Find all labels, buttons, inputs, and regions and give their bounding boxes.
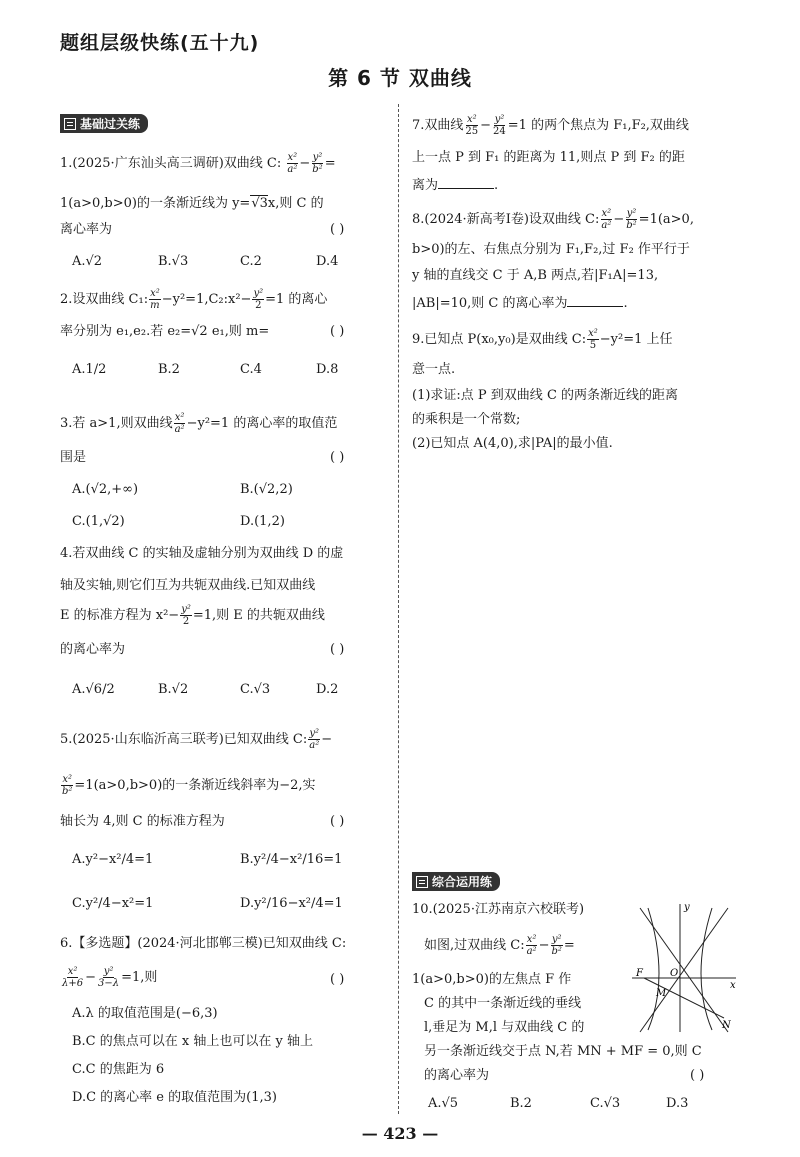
label-F: F xyxy=(636,968,643,979)
q4-option-d: D.2 xyxy=(316,682,339,697)
q7-frac-x2: $\frac{\text{x²}}{25}$ xyxy=(465,114,479,137)
q6-frac-y2: $\frac{\text{y²}}{3-\lambda}$ xyxy=(98,966,120,989)
q4-option-c: C.√3 xyxy=(240,682,271,697)
q7-text-c: 离为 xyxy=(412,178,439,193)
q7-line3 xyxy=(412,176,498,194)
q6-text-b: =1,则 xyxy=(121,970,158,985)
q10-line3: 1(a>0,b>0)的左焦点 F 作 xyxy=(412,972,572,987)
q1-sqrt3: √ 3 xyxy=(250,195,268,211)
q5-line1 xyxy=(60,728,332,751)
label-M: M xyxy=(656,988,667,999)
q5-option-a: A.y²−x²/4=1 xyxy=(72,852,154,867)
q7-text-d: . xyxy=(494,178,499,193)
q4-frac-y22: $\frac{\text{y²}}{2}$ xyxy=(181,604,191,627)
q1-frac-x2a2: $\frac{\text{x²}}{\text{a²}}$ xyxy=(287,152,298,175)
section-tag-basic xyxy=(60,114,148,133)
q8-line1: 8.(2024·新高考Ⅰ卷)设双曲线 C: $\frac{\text{x²}}{\text{a²}}$ − $\frac{\text{y²}}{\text{b²}}$ =1(a>0, xyxy=(412,208,694,231)
q2-option-d: D.8 xyxy=(316,362,339,377)
label-O: O xyxy=(670,968,679,979)
q8-answer-blank[interactable] xyxy=(567,294,623,307)
q4-line1: 4.若双曲线 C 的实轴及虚轴分别为双曲线 D 的虚 xyxy=(60,546,344,561)
q4-text-b: =1,则 E 的共轭双曲线 xyxy=(192,608,325,623)
q8-text-b: =1(a>0, xyxy=(638,212,694,227)
page-number: — 423 — xyxy=(361,1124,439,1143)
q1-text-c: 1(a>0,b>0)的一条渐近线为 y= xyxy=(60,196,251,211)
q3-frac-x2a2: $\frac{\text{x²}}{\text{a²}}$ xyxy=(174,412,185,435)
q8-frac-x2: $\frac{\text{x²}}{\text{a²}}$ xyxy=(601,208,612,231)
q3-option-b: B.(√2,2) xyxy=(240,482,293,497)
q8-line3: y 轴的直线交 C 于 A,B 两点,若|F₁A|=13, xyxy=(412,268,659,283)
q10-option-c: C.√3 xyxy=(590,1096,621,1111)
q5-line3: 轴长为 4,则 C 的标准方程为 xyxy=(60,814,225,829)
q1-text-a: 1.(2025·广东汕头高三调研)双曲线 C: xyxy=(60,156,282,171)
section-tag-comprehensive-label: 综合运用练 xyxy=(432,875,493,889)
q5-answer-paren: ( ) xyxy=(330,814,345,829)
q9-text-b: −y²=1 上任 xyxy=(599,332,673,347)
q2-text-c: =1 的离心 xyxy=(265,292,328,307)
q1-answer-paren: ( ) xyxy=(330,222,345,237)
notebook-icon xyxy=(416,876,428,888)
q10-line7: 的离心率为 xyxy=(424,1068,490,1083)
q10-option-d: D.3 xyxy=(666,1096,689,1111)
q5-option-b: B.y²/4−x²/16=1 xyxy=(240,852,343,867)
q2-option-a: A.1/2 xyxy=(72,362,107,377)
q3-line1 xyxy=(60,412,337,435)
q4-option-a: A.√6/2 xyxy=(72,682,115,697)
q10-answer-paren: ( ) xyxy=(690,1068,705,1083)
q1-frac-y2b2: $\frac{\text{y²}}{\text{b²}}$ xyxy=(312,152,323,175)
q10-line6: 另一条渐近线交于点 N,若 MN + MF = 0,则 C xyxy=(424,1044,702,1059)
q5-text-a: 5.(2025·山东临沂高三联考)已知双曲线 C: xyxy=(60,732,308,747)
q8-line2: b>0)的左、右焦点分别为 F₁,F₂,过 F₂ 作平行于 xyxy=(412,242,690,257)
q3-line2: 围是 xyxy=(60,450,87,465)
q2-line1 xyxy=(60,288,327,311)
section-tag-basic-label: 基础过关练 xyxy=(80,117,141,131)
q10-line5: l,垂足为 M,l 与双曲线 C 的 xyxy=(424,1020,585,1035)
q8-text-a: 8.(2024·新高考Ⅰ卷)设双曲线 C: xyxy=(412,212,600,227)
q4-line2: 轴及实轴,则它们互为共轭双曲线.已知双曲线 xyxy=(60,578,316,593)
q8-text-c: |AB|=10,则 C 的离心率为 xyxy=(412,296,568,311)
q6-option-b: B.C 的焦点可以在 x 轴上也可以在 y 轴上 xyxy=(72,1034,313,1049)
q2-frac-x2m: $\frac{\text{x²}}{m}$ xyxy=(150,288,160,311)
q2-line2: 率分别为 e₁,e₂.若 e₂=√2 e₁,则 m= xyxy=(60,324,270,339)
q2-frac-y22: $\frac{\text{y²}}{2}$ xyxy=(253,288,264,311)
q2-answer-paren: ( ) xyxy=(330,324,345,339)
q7-text-b: =1 的两个焦点为 F₁,F₂,双曲线 xyxy=(507,118,689,133)
q4-line3 xyxy=(60,604,325,627)
q8-text-d: . xyxy=(623,296,628,311)
q2-option-c: C.4 xyxy=(240,362,262,377)
q6-frac-x2: $\frac{\text{x²}}{\lambda+6}$ xyxy=(62,966,84,989)
q4-line4: 的离心率为 xyxy=(60,642,126,657)
q4-option-b: B.√2 xyxy=(158,682,189,697)
q10-frac-x2: $\frac{\text{x²}}{\text{a²}}$ xyxy=(526,934,537,957)
q6-line1: 6.【多选题】(2024·河北邯郸三模)已知双曲线 C: xyxy=(60,936,347,951)
q2-text-a: 2.设双曲线 C₁: xyxy=(60,292,149,307)
q10-line2: 如图,过双曲线 C: $\frac{\text{x²}}{\text{a²}}$ − $\frac{\text{y²}}{\text{b²}}$ = xyxy=(424,934,575,957)
q9-line5: (2)已知点 A(4,0),求|PA|的最小值. xyxy=(412,436,613,451)
q2-text-b: −y²=1,C₂:x²− xyxy=(161,292,252,307)
q1-option-d: D.4 xyxy=(316,254,339,269)
q5-option-d: D.y²/16−x²/4=1 xyxy=(240,896,343,911)
hyperbola-figure xyxy=(628,900,740,1035)
q6-option-c: C.C 的焦距为 6 xyxy=(72,1062,165,1077)
page-header-title: 题组层级快练(五十九) xyxy=(60,32,260,54)
q5-line2 xyxy=(60,774,316,797)
q8-frac-y2: $\frac{\text{y²}}{\text{b²}}$ xyxy=(626,208,637,231)
q9-line1 xyxy=(412,328,673,351)
q3-option-a: A.(√2,+∞) xyxy=(72,482,139,497)
label-N: N xyxy=(722,1020,731,1031)
q5-frac-x2b2: $\frac{\text{x²}}{\text{b²}}$ xyxy=(62,774,73,797)
section-tag-comprehensive xyxy=(412,872,500,891)
q6-answer-paren: ( ) xyxy=(330,972,345,987)
q10-frac-y2: $\frac{\text{y²}}{\text{b²}}$ xyxy=(551,934,562,957)
section-title: 第 6 节 双曲线 xyxy=(328,66,472,90)
q10-text-a: 如图,过双曲线 C: xyxy=(424,938,525,953)
q1-line3: 离心率为 xyxy=(60,222,113,237)
q6-option-a: A.λ 的取值范围是(−6,3) xyxy=(72,1006,218,1021)
q4-answer-paren: ( ) xyxy=(330,642,345,657)
q1-option-a: A.√2 xyxy=(72,254,103,269)
q7-line1: 7.双曲线 $\frac{\text{x²}}{25}$ − $\frac{\text{y²}}{24}$ =1 的两个焦点为 F₁,F₂,双曲线 xyxy=(412,114,689,137)
q6-line2: $\frac{\text{x²}}{\lambda+6}$ − $\frac{\text{y²}}{3-\lambda}$ =1,则 xyxy=(62,966,158,989)
q1-line1: 1.(2025·广东汕头高三调研)双曲线 C: $\frac{\text{x²}}{\text{a²}}$ − $\frac{\text{y²}}{\text{b²}}$ = xyxy=(60,152,336,175)
q10-option-b: B.2 xyxy=(510,1096,532,1111)
q9-frac-x2: $\frac{\text{x²}}{5}$ xyxy=(588,328,598,351)
q5-text-c: =1(a>0,b>0)的一条渐近线斜率为−2,实 xyxy=(74,778,316,793)
q3-text-a: 3.若 a>1,则双曲线 xyxy=(60,416,173,431)
q5-option-c: C.y²/4−x²=1 xyxy=(72,896,154,911)
q1-text-b: = xyxy=(324,156,336,171)
q7-text-a: 7.双曲线 xyxy=(412,118,464,133)
q6-option-d: D.C 的离心率 e 的取值范围为(1,3) xyxy=(72,1090,277,1105)
q4-text-a: E 的标准方程为 x²− xyxy=(60,608,180,623)
q1-option-c: C.2 xyxy=(240,254,262,269)
q5-text-b: − xyxy=(321,732,333,747)
q2-option-b: B.2 xyxy=(158,362,180,377)
q5-frac-y2a2: $\frac{\text{y²}}{\text{a²}}$ xyxy=(309,728,320,751)
q1-text-d: x,则 C 的 xyxy=(267,196,324,211)
q3-option-d: D.(1,2) xyxy=(240,514,285,529)
q1-line2 xyxy=(60,196,324,212)
q1-option-b: B.√3 xyxy=(158,254,189,269)
q9-line2: 意一点. xyxy=(412,362,456,377)
q9-text-a: 9.已知点 P(x₀,y₀)是双曲线 C: xyxy=(412,332,587,347)
q3-answer-paren: ( ) xyxy=(330,450,345,465)
q7-line2: 上一点 P 到 F₁ 的距离为 11,则点 P 到 F₂ 的距 xyxy=(412,150,685,165)
column-divider xyxy=(398,104,399,1114)
q10-option-a: A.√5 xyxy=(428,1096,459,1111)
label-y: y xyxy=(684,902,690,913)
notebook-icon xyxy=(64,118,76,130)
q9-line3: (1)求证:点 P 到双曲线 C 的两条渐近线的距离 xyxy=(412,388,679,403)
label-x: x xyxy=(730,980,736,991)
q10-line4: C 的其中一条渐近线的垂线 xyxy=(424,996,582,1011)
q3-option-c: C.(1,√2) xyxy=(72,514,125,529)
q10-text-b: = xyxy=(563,938,575,953)
q10-line1: 10.(2025·江苏南京六校联考) xyxy=(412,902,585,917)
q7-answer-blank[interactable] xyxy=(438,176,494,189)
q7-frac-y2: $\frac{\text{y²}}{24}$ xyxy=(493,114,506,137)
q9-line4: 的乘积是一个常数; xyxy=(412,412,521,427)
q8-line4 xyxy=(412,294,628,312)
q3-text-b: −y²=1 的离心率的取值范 xyxy=(186,416,338,431)
